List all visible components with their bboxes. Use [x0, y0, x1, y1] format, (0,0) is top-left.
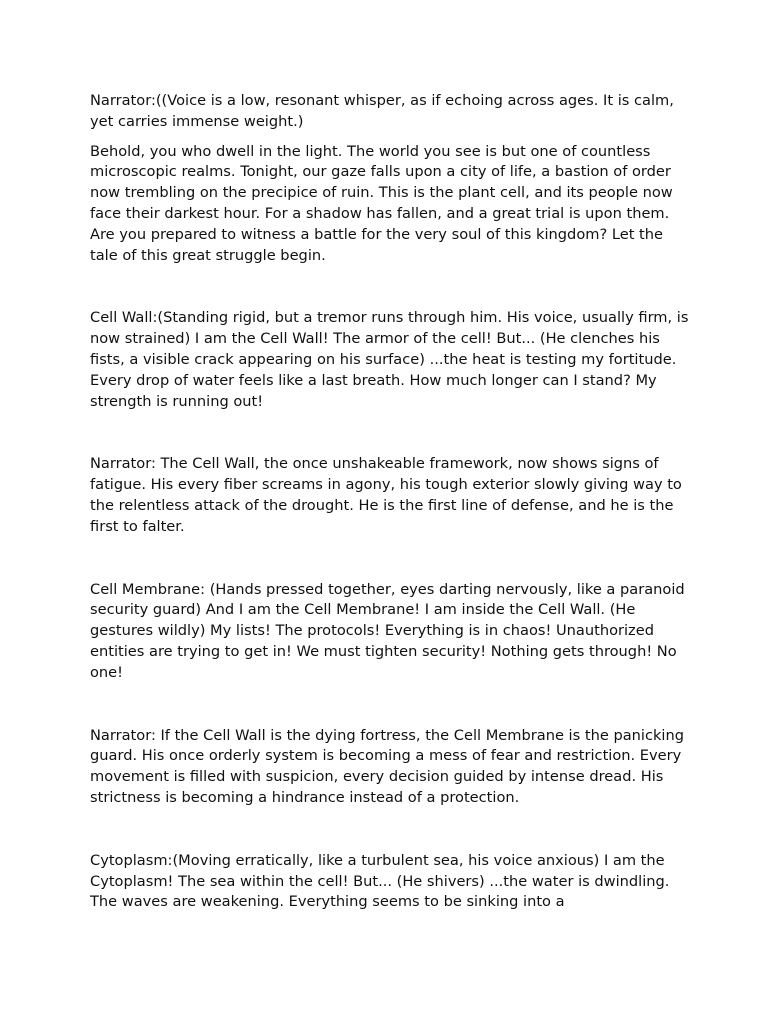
- paragraph-narrator-cell-wall: Narrator: The Cell Wall, the once unshakeable framework, now shows signs of fatigue. His every fiber screams in agony, his tough exterior slowly giving way to the relentless attack of the drought. He is the first line of defense, and he is the first to falter.: [90, 455, 682, 535]
- document-page: [90, 91, 690, 913]
- paragraph-cell-wall: Cell Wall:(Standing rigid, but a tremor runs through him. His voice, usually firm, is now strained) I am the Cell Wall! The armor of the cell! But... (He clenches his fists, a visible crack appearing on his surface) ...the heat is testing my fortitude. Every drop of water feels like a last breath. How much longer can I stand? My strength is running out!: [90, 309, 689, 410]
- paragraph-cell-membrane: Cell Membrane: (Hands pressed together, eyes darting nervously, like a paranoid security guard) And I am the Cell Membrane! I am inside the Cell Wall. (He gestures wildly) My lists! The protocols! Everything is in chaos! Unauthorized entities are trying to get in! We must tighten security! Nothing gets through! No one!: [90, 580, 685, 681]
- paragraph-narrator-behold: Behold, you who dwell in the light. The world you see is but one of countless microscopic realms. Tonight, our gaze falls upon a city of life, a bastion of order now trembling on the precipice of ruin. This is the plant cell, and its people now face their darkest hour. For a shadow has fallen, and a great trial is upon them. Are you prepared to witness a battle for the very soul of this kingdom? Let the tale of this great struggle begin.: [90, 142, 673, 264]
- paragraph-cytoplasm: Cytoplasm:(Moving erratically, like a turbulent sea, his voice anxious) I am the Cytoplasm! The sea within the cell! But... (He shivers) ...the water is dwindling. The waves are weakening. Everything seems to be sinking into a: [90, 851, 670, 911]
- paragraph-narrator-intro: Narrator:((Voice is a low, resonant whisper, as if echoing across ages. It is calm, yet carries immense weight.): [90, 92, 674, 130]
- paragraph-narrator-cell-membrane: Narrator: If the Cell Wall is the dying fortress, the Cell Membrane is the panicking guard. His once orderly system is becoming a mess of fear and restriction. Every movement is filled with suspicion, every decision guided by intense dread. His strictness is becoming a hindrance instead of a protection.: [90, 726, 684, 806]
